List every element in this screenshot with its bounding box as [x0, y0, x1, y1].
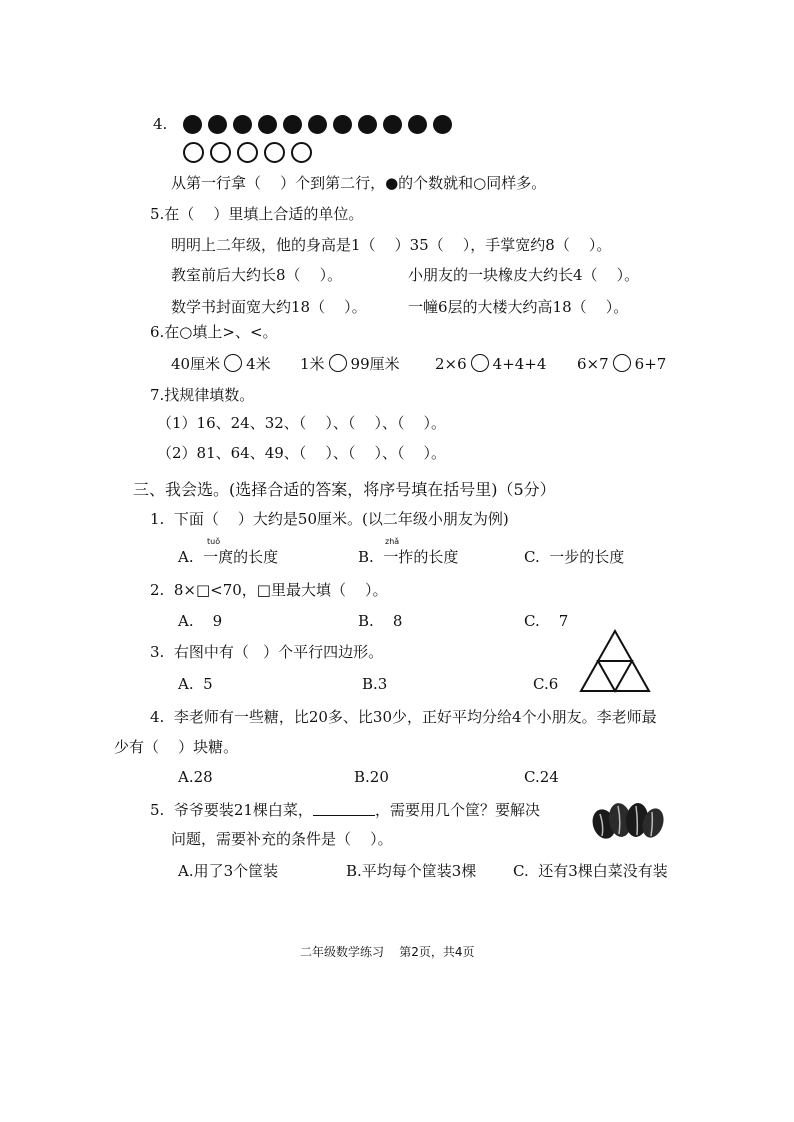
page-footer: 二年级数学练习 第2页，共4页 [300, 945, 475, 959]
q4-black-dots-row [183, 115, 452, 134]
q4-text: 从第一行拿（ ）个到第二行，●的个数就和○同样多。 [171, 174, 547, 192]
s3-q4-stem-line-1: 4. 李老师有一些糖，比20多、比30少，正好平均分给4个小朋友。李老师最 [150, 708, 657, 726]
black-dot-icon [358, 115, 377, 134]
white-circle-icon [264, 142, 285, 163]
black-dot-icon [433, 115, 452, 134]
white-circle-icon [183, 142, 204, 163]
q6-item-1-right: 4米 [246, 355, 271, 373]
q5-line-3b: 一幢6层的大楼大约高18（ ）。 [408, 298, 629, 316]
q6-item-1 [171, 354, 271, 374]
white-circle-icon [237, 142, 258, 163]
q7-line-2: （2）81、64、49、（ ）、（ ）、（ ）。 [157, 444, 447, 462]
s3-q2-option-a: A. 9 [178, 612, 223, 630]
s3-q4-option-c: C.24 [524, 768, 559, 786]
q5-title: 5.在（ ）里填上合适的单位。 [150, 205, 364, 223]
q4-white-circles-row [183, 142, 312, 163]
s3-q4-stem-line-2: 少有（ ）块糖。 [114, 738, 239, 756]
s3-q5-option-c: C. 还有3棵白菜没有装 [513, 862, 668, 880]
s3-q2-option-c: C. 7 [524, 612, 569, 630]
s3-q1-pinyin-b: zhǎ [385, 537, 400, 546]
q6-item-4-right: 6+7 [634, 355, 667, 373]
s3-q4-option-a: A.28 [178, 768, 213, 786]
q6-item-4 [577, 354, 666, 374]
black-dot-icon [183, 115, 202, 134]
s3-q1-option-a: A. 一庹的长度 [178, 548, 279, 566]
q5-line-3a: 数学书封面宽大约18（ ）。 [171, 298, 367, 316]
section3-title: 三、我会选。(选择合适的答案，将序号填在括号里)（5分） [133, 480, 556, 499]
q6-title: 6.在○填上>、<。 [150, 323, 278, 341]
q6-item-2-left: 1米 [300, 355, 325, 373]
q6-item-2-right: 99厘米 [350, 355, 400, 373]
s3-q1-option-b: B. 一拃的长度 [358, 548, 459, 566]
q6-item-1-left: 40厘米 [171, 355, 221, 373]
q5-line-2b: 小朋友的一块橡皮大约长4（ ）。 [408, 266, 640, 284]
s3-q2-stem: 2. 8×□<70，□里最大填（ ）。 [150, 581, 388, 599]
s3-q3-option-b: B.3 [362, 675, 388, 693]
q6-item-3-left: 2×6 [435, 355, 467, 373]
black-dot-icon [308, 115, 327, 134]
cabbage-icon [590, 796, 668, 842]
s3-q3-stem: 3. 右图中有（ ）个平行四边形。 [150, 643, 384, 661]
q5-line-2a: 教室前后大约长8（ ）。 [171, 266, 343, 284]
s3-q1-option-c: C. 一步的长度 [524, 548, 625, 566]
compare-circle-icon [224, 354, 242, 372]
s3-q5-stem-line-2: 问题，需要补充的条件是（ ）。 [171, 830, 393, 848]
q6-item-2 [300, 354, 400, 374]
s3-q5-option-a: A.用了3个筐装 [178, 862, 279, 880]
s3-q3-option-c: C.6 [533, 675, 559, 693]
s3-q5-stem-part-b: ，需要用几个筐？要解决 [374, 801, 540, 819]
answer-blank-line [313, 801, 375, 816]
q7-line-1: （1）16、24、32、（ ）、（ ）、（ ）。 [157, 414, 447, 432]
s3-q1-stem: 1. 下面（ ）大约是50厘米。(以二年级小朋友为例) [150, 510, 509, 528]
black-dot-icon [333, 115, 352, 134]
q5-line-1: 明明上二年级，他的身高是1（ ）35（ ），手掌宽约8（ ）。 [171, 236, 612, 254]
black-dot-icon [208, 115, 227, 134]
s3-q1-pinyin-a: tuǒ [207, 537, 221, 546]
compare-circle-icon [471, 354, 489, 372]
triangle-figure-icon [578, 628, 652, 694]
inner-triangle [598, 661, 632, 691]
white-circle-icon [210, 142, 231, 163]
q7-title: 7.找规律填数。 [150, 386, 255, 404]
s3-q4-option-b: B.20 [354, 768, 389, 786]
q4-number: 4. [153, 115, 168, 133]
compare-circle-icon [613, 354, 631, 372]
black-dot-icon [233, 115, 252, 134]
s3-q5-stem-part-a: 5. 爷爷要装21棵白菜， [150, 801, 313, 819]
black-dot-icon [258, 115, 277, 134]
q6-item-4-left: 6×7 [577, 355, 609, 373]
s3-q5-option-b: B.平均每个筐装3棵 [346, 862, 477, 880]
black-dot-icon [408, 115, 427, 134]
black-dot-icon [383, 115, 402, 134]
q6-item-3 [435, 354, 546, 374]
q6-item-3-right: 4+4+4 [492, 355, 547, 373]
black-dot-icon [283, 115, 302, 134]
s3-q2-option-b: B. 8 [358, 612, 403, 630]
s3-q3-option-a: A. 5 [178, 675, 213, 693]
compare-circle-icon [329, 354, 347, 372]
s3-q5-stem-line-1 [150, 800, 540, 820]
white-circle-icon [291, 142, 312, 163]
